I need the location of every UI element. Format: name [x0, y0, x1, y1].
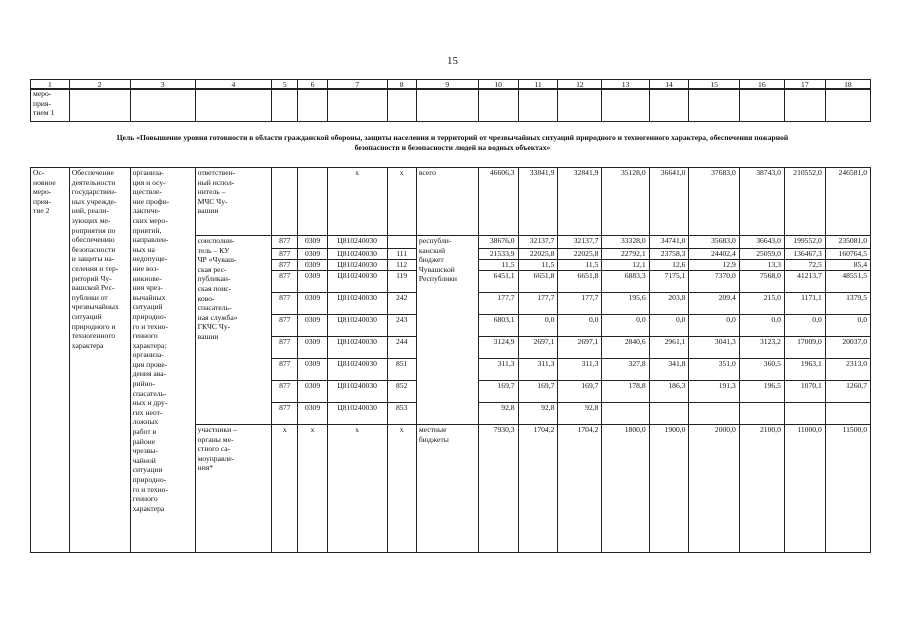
funding-value-cell: 0,0	[602, 315, 649, 337]
funding-value-cell: 37683,0	[689, 168, 739, 236]
funding-value-cell: 311,3	[558, 359, 602, 381]
funding-value-cell: 1900,0	[649, 425, 689, 553]
funding-value-cell: 11000,0	[784, 425, 825, 553]
column-number-cell: 9	[416, 80, 478, 90]
expense-type-cell: 243	[387, 315, 416, 337]
grbs-code-cell: 877	[272, 403, 298, 425]
expense-type-cell: 244	[387, 337, 416, 359]
funding-value-cell: 11,5	[558, 260, 602, 271]
funding-value-cell: 36643,0	[739, 236, 784, 249]
funding-value-cell: 36641,0	[649, 168, 689, 236]
column-number-cell: 18	[825, 80, 870, 90]
funding-value-cell: 210552,0	[784, 168, 825, 236]
funding-value-cell: 3123,2	[739, 337, 784, 359]
funding-value-cell: 1379,5	[825, 293, 870, 315]
column-number-cell: 12	[558, 80, 602, 90]
funding-value-cell: 13,3	[739, 260, 784, 271]
funding-value-cell: 209,4	[689, 293, 739, 315]
continuation-empty-cell	[825, 89, 870, 122]
continuation-empty-cell	[272, 89, 298, 122]
funding-value-cell: 1704,2	[518, 425, 558, 553]
column-number-cell: 10	[478, 80, 518, 90]
funding-source-cell: республи- канский бюджет Чувашской Республики	[416, 236, 478, 425]
column-number-cell: 2	[69, 80, 130, 90]
co-executor-cell: соисполни- тель – КУ ЧР «Чуваш- ская рес- публикан- ская поис- ково- спасатель- ная служба» ГКЧС Чу- вашии	[195, 236, 272, 425]
expense-type-cell: 111	[387, 249, 416, 260]
funding-value-cell: 6883,3	[602, 271, 649, 293]
expense-type-cell	[387, 236, 416, 249]
grbs-code-cell: 877	[272, 236, 298, 249]
funding-value-cell: 6803,1	[478, 315, 518, 337]
funding-value-cell: 1070,1	[784, 381, 825, 403]
funding-value-cell: 33841,9	[518, 168, 558, 236]
funding-value-cell: 0,0	[689, 315, 739, 337]
funding-value-cell: 17009,0	[784, 337, 825, 359]
target-article-cell: Ц810240030	[327, 359, 387, 381]
continuation-empty-cell	[298, 89, 327, 122]
grbs-code-cell: 877	[272, 293, 298, 315]
funding-value-cell: 34741,0	[649, 236, 689, 249]
column-number-cell: 15	[689, 80, 739, 90]
section-code-cell: 0309	[298, 359, 327, 381]
funding-value-cell: 11500,0	[825, 425, 870, 553]
funding-value-cell: 22025,8	[518, 249, 558, 260]
funding-value-cell: 177,7	[478, 293, 518, 315]
section-code-cell: 0309	[298, 249, 327, 260]
table-row	[31, 168, 871, 236]
funding-value-cell: 12,6	[649, 260, 689, 271]
funding-value-cell: 0,0	[825, 315, 870, 337]
funding-value-cell: 160764,5	[825, 249, 870, 260]
grbs-code-cell: x	[272, 425, 298, 553]
target-article-cell: Ц810240030	[327, 236, 387, 249]
continuation-empty-cell	[69, 89, 130, 122]
continuation-empty-cell	[327, 89, 387, 122]
funding-value-cell: 2840,6	[602, 337, 649, 359]
funding-value-cell: 72,5	[784, 260, 825, 271]
column-number-cell: 8	[387, 80, 416, 90]
funding-value-cell	[825, 403, 870, 425]
target-article-cell: Ц810240030	[327, 293, 387, 315]
expense-type-cell: 851	[387, 359, 416, 381]
continuation-empty-cell	[558, 89, 602, 122]
continuation-empty-cell	[602, 89, 649, 122]
expense-type-cell: x	[387, 425, 416, 553]
continuation-empty-cell	[518, 89, 558, 122]
responsible-executor-cell: ответствен- ный испол- нитель – МЧС Чу- вашии	[195, 168, 272, 236]
funding-value-cell: 92,8	[558, 403, 602, 425]
funding-value-cell: 0,0	[649, 315, 689, 337]
target-article-cell: x	[327, 168, 387, 236]
funding-value-cell: 0,0	[518, 315, 558, 337]
funding-value-cell: 195,6	[602, 293, 649, 315]
target-article-cell: x	[327, 425, 387, 553]
funding-value-cell: 32841,9	[558, 168, 602, 236]
funding-value-cell: 22025,8	[558, 249, 602, 260]
funding-value-cell: 169,7	[558, 381, 602, 403]
section-code-cell: 0309	[298, 271, 327, 293]
continuation-empty-cell	[689, 89, 739, 122]
funding-value-cell: 136467,3	[784, 249, 825, 260]
column-number-cell: 5	[272, 80, 298, 90]
funding-value-cell: 246581,0	[825, 168, 870, 236]
funding-value-cell: 32137,7	[558, 236, 602, 249]
funding-value-cell: 191,3	[689, 381, 739, 403]
funding-value-cell: 33328,0	[602, 236, 649, 249]
funding-value-cell	[739, 403, 784, 425]
column-number-cell: 4	[195, 80, 272, 90]
continuation-activity-cell: меро- прия- тием 1	[31, 89, 70, 122]
funding-value-cell: 199552,0	[784, 236, 825, 249]
funding-value-cell: 32137,7	[518, 236, 558, 249]
continuation-empty-cell	[416, 89, 478, 122]
funding-value-cell: 1963,1	[784, 359, 825, 381]
grbs-code-cell: 877	[272, 381, 298, 403]
activity-tasks-cell: организа- ция и осу- ществле- ние профи- лактиче- ских меро- приятий, направлен- ных на недопуще- ние воз- никнове- ния чрез- вычайных ситуаций природно- го и техно- генного характера; организа- ция прове- дения ава- рийно- спасатель- ных и дру- гих неот- ложных работ в районе чрезвы- чайной ситуации природно- го и техно- генного характера	[130, 168, 195, 553]
funding-value-cell: 311,3	[518, 359, 558, 381]
grbs-code-cell: 877	[272, 359, 298, 381]
section-code-cell: 0309	[298, 260, 327, 271]
funding-value-cell: 3124,9	[478, 337, 518, 359]
funding-value-cell: 7930,3	[478, 425, 518, 553]
funding-source-cell: местные бюджеты	[416, 425, 478, 553]
expense-type-cell: 119	[387, 271, 416, 293]
funding-value-cell: 24402,4	[689, 249, 739, 260]
funding-value-cell: 169,7	[478, 381, 518, 403]
funding-value-cell: 341,8	[649, 359, 689, 381]
funding-value-cell: 92,8	[478, 403, 518, 425]
funding-value-cell: 196,5	[739, 381, 784, 403]
funding-value-cell: 215,0	[739, 293, 784, 315]
section-code-cell: 0309	[298, 381, 327, 403]
grbs-code-cell: 877	[272, 337, 298, 359]
funding-value-cell: 327,8	[602, 359, 649, 381]
goal-heading: Цель «Повышение уровня готовности в области гражданской обороны, защиты населения и территорий от чрезвычайных ситуаций природного и техногенного характера, обеспечения пожарной безопасности и безопасности людей на водных объектах»	[116, 133, 789, 152]
funding-value-cell: 11,5	[478, 260, 518, 271]
target-article-cell: Ц810240030	[327, 249, 387, 260]
funding-value-cell: 92,8	[518, 403, 558, 425]
funding-value-cell: 2000,0	[689, 425, 739, 553]
column-number-cell: 11	[518, 80, 558, 90]
funding-value-cell: 38676,0	[478, 236, 518, 249]
grbs-code-cell: 877	[272, 315, 298, 337]
funding-value-cell	[602, 403, 649, 425]
activity-name-cell: Обеспечение деятельности государствен- ных учрежде- ний, реали- зующих ме- роприятия по обеспечению безопасности и защиты на- селения и тер- риторий Чу- вашской Рес- публики от чрезвычайных ситуаций природного и техногенного характера	[69, 168, 130, 553]
section-code-cell	[298, 168, 327, 236]
funding-value-cell: 7568,0	[739, 271, 784, 293]
funding-value-cell: 1800,0	[602, 425, 649, 553]
funding-value-cell: 203,8	[649, 293, 689, 315]
funding-value-cell: 0,0	[739, 315, 784, 337]
funding-value-cell: 11,5	[518, 260, 558, 271]
funding-value-cell: 3041,3	[689, 337, 739, 359]
funding-value-cell: 1171,1	[784, 293, 825, 315]
funding-value-cell: 35683,0	[689, 236, 739, 249]
funding-value-cell	[784, 403, 825, 425]
section-code-cell: 0309	[298, 337, 327, 359]
funding-value-cell: 2697,1	[558, 337, 602, 359]
funding-value-cell: 2313,0	[825, 359, 870, 381]
funding-value-cell: 1704,2	[558, 425, 602, 553]
funding-value-cell: 360,5	[739, 359, 784, 381]
funding-value-cell: 48551,5	[825, 271, 870, 293]
funding-value-cell: 186,3	[649, 381, 689, 403]
target-article-cell: Ц810240030	[327, 271, 387, 293]
funding-value-cell	[649, 403, 689, 425]
continuation-empty-cell	[649, 89, 689, 122]
funding-value-cell: 311,3	[478, 359, 518, 381]
funding-value-cell: 6651,8	[518, 271, 558, 293]
funding-value-cell: 0,0	[784, 315, 825, 337]
page-number: 15	[447, 55, 458, 67]
column-number-cell: 14	[649, 80, 689, 90]
target-article-cell: Ц810240030	[327, 260, 387, 271]
column-number-cell: 3	[130, 80, 195, 90]
grbs-code-cell: 877	[272, 260, 298, 271]
funding-value-cell: 177,7	[558, 293, 602, 315]
continuation-empty-cell	[195, 89, 272, 122]
funding-value-cell: 7175,1	[649, 271, 689, 293]
expense-type-cell: 852	[387, 381, 416, 403]
continuation-empty-cell	[387, 89, 416, 122]
expense-type-cell: 853	[387, 403, 416, 425]
funding-value-cell: 2100,0	[739, 425, 784, 553]
section-code-cell: 0309	[298, 403, 327, 425]
funding-value-cell: 6651,8	[558, 271, 602, 293]
section-code-cell: 0309	[298, 293, 327, 315]
funding-value-cell: 35128,0	[602, 168, 649, 236]
continuation-empty-cell	[130, 89, 195, 122]
continuation-empty-cell	[739, 89, 784, 122]
column-number-cell: 16	[739, 80, 784, 90]
funding-value-cell: 21533,9	[478, 249, 518, 260]
funding-value-cell: 38743,0	[739, 168, 784, 236]
funding-value-cell: 2961,1	[649, 337, 689, 359]
grbs-code-cell: 877	[272, 249, 298, 260]
funding-value-cell: 85,4	[825, 260, 870, 271]
column-number-cell: 13	[602, 80, 649, 90]
activity-number-cell: Ос- новное меро- прия- тие 2	[31, 168, 70, 553]
funding-value-cell: 7370,0	[689, 271, 739, 293]
column-number-cell: 6	[298, 80, 327, 90]
funding-value-cell: 1260,7	[825, 381, 870, 403]
funding-value-cell: 20037,0	[825, 337, 870, 359]
expense-type-cell: 242	[387, 293, 416, 315]
target-article-cell: Ц810240030	[327, 403, 387, 425]
continuation-row	[31, 89, 871, 122]
funding-value-cell: 2697,1	[518, 337, 558, 359]
funding-value-cell: 169,7	[518, 381, 558, 403]
funding-value-cell: 177,7	[518, 293, 558, 315]
funding-value-cell	[689, 403, 739, 425]
column-number-cell: 1	[31, 80, 70, 90]
funding-value-cell: 12,9	[689, 260, 739, 271]
main-activity-table	[30, 167, 871, 553]
funding-value-cell: 41213,7	[784, 271, 825, 293]
funding-value-cell: 351,0	[689, 359, 739, 381]
funding-value-cell: 25059,0	[739, 249, 784, 260]
funding-value-cell: 178,8	[602, 381, 649, 403]
grbs-code-cell	[272, 168, 298, 236]
expense-type-cell: 112	[387, 260, 416, 271]
target-article-cell: Ц810240030	[327, 337, 387, 359]
continuation-empty-cell	[478, 89, 518, 122]
continuation-table	[30, 88, 871, 122]
funding-value-cell: 46606,3	[478, 168, 518, 236]
target-article-cell: Ц810240030	[327, 315, 387, 337]
expense-type-cell: x	[387, 168, 416, 236]
funding-value-cell: 235081,0	[825, 236, 870, 249]
section-code-cell: 0309	[298, 236, 327, 249]
column-number-cell: 17	[784, 80, 825, 90]
funding-value-cell: 0,0	[558, 315, 602, 337]
funding-value-cell: 6451,1	[478, 271, 518, 293]
participants-cell: участники – органы ме- стного са- моуправле- ния*	[195, 425, 272, 553]
target-article-cell: Ц810240030	[327, 381, 387, 403]
grbs-code-cell: 877	[272, 271, 298, 293]
column-number-cell: 7	[327, 80, 387, 90]
funding-source-cell: всего	[416, 168, 478, 236]
funding-value-cell: 12,1	[602, 260, 649, 271]
section-code-cell: 0309	[298, 315, 327, 337]
section-code-cell: x	[298, 425, 327, 553]
continuation-empty-cell	[784, 89, 825, 122]
funding-value-cell: 22792,1	[602, 249, 649, 260]
funding-value-cell: 23758,3	[649, 249, 689, 260]
